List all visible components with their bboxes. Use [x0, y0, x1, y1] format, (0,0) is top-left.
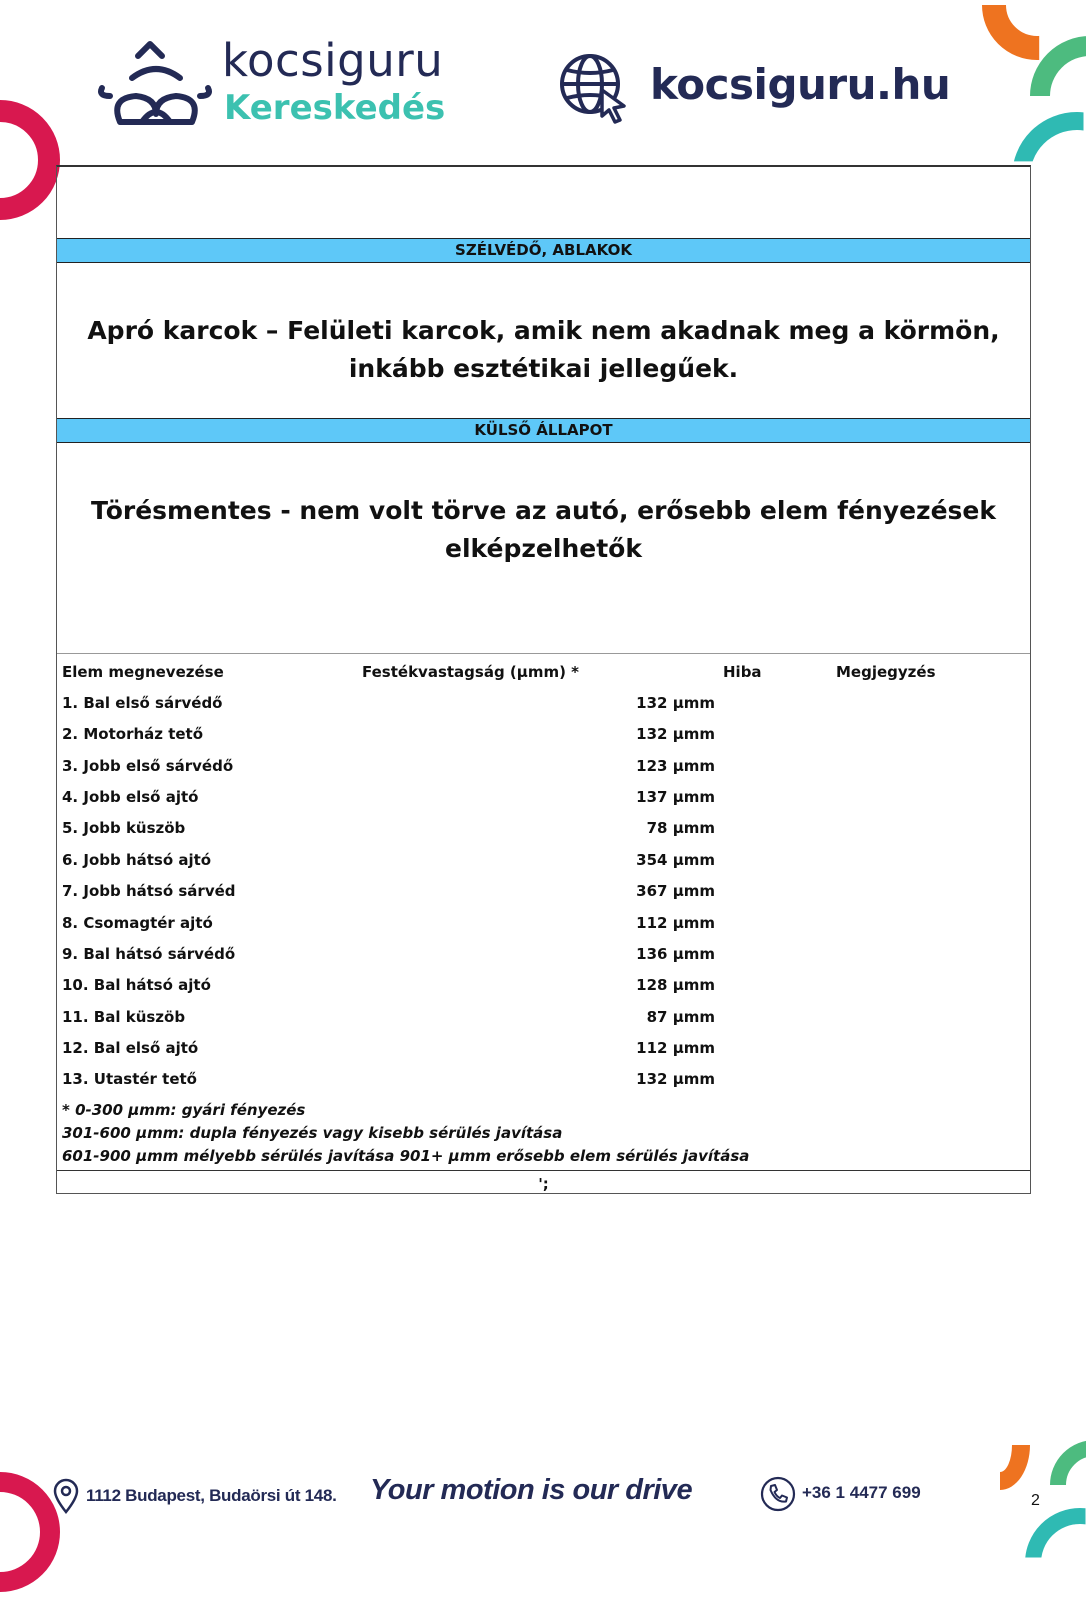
table-row	[57, 815, 1030, 846]
element-name: 3. Jobb első sárvédő	[62, 757, 234, 775]
table-row	[57, 721, 1030, 752]
legend-line: 601-900 μmm mélyebb sérülés javítása 901+ μmm erősebb elem sérülés javítása	[62, 1147, 750, 1165]
slogan: Your motion is our drive	[370, 1474, 693, 1506]
phone-text: +36 1 4477 699	[802, 1483, 921, 1502]
paint-thickness-value: 112 μmm	[636, 914, 715, 932]
table-row	[57, 753, 1030, 784]
globe-cursor-icon	[558, 52, 630, 124]
column-header-note: Megjegyzés	[836, 663, 936, 681]
trailing-text: ';	[538, 1175, 549, 1193]
element-name: 5. Jobb küszöb	[62, 819, 186, 837]
section-header-windshield: SZÉLVÉDŐ, ABLAKOK	[57, 238, 1030, 263]
decor-arc-red-bottom-left	[0, 1472, 60, 1592]
element-name: 10. Bal hátsó ajtó	[62, 976, 211, 994]
phone-icon	[760, 1476, 796, 1512]
kocsiguru-logo-icon	[96, 38, 216, 130]
location-pin-icon	[52, 1478, 80, 1514]
address-text: 1112 Budapest, Budaörsi út 148.	[86, 1486, 337, 1505]
element-name: 6. Jobb hátsó ajtó	[62, 851, 212, 869]
brand-subtitle: Kereskedés	[224, 88, 446, 128]
windshield-condition-text: Apró karcok – Felületi karcok, amik nem akadnak meg a körmön, inkább esztétikai jellegűek.	[87, 316, 1000, 383]
element-name: 11. Bal küszöb	[62, 1008, 186, 1026]
table-row	[57, 910, 1030, 941]
element-name: 1. Bal első sárvédő	[62, 694, 223, 712]
brand-logo	[96, 34, 476, 134]
table-row	[57, 1035, 1030, 1066]
paint-thickness-value: 123 μmm	[636, 757, 715, 775]
table-row	[57, 972, 1030, 1003]
element-name: 13. Utastér tető	[62, 1070, 197, 1088]
inspection-report	[56, 165, 1031, 1194]
paint-thickness-value: 112 μmm	[636, 1039, 715, 1057]
footer-address	[52, 1478, 352, 1514]
table-row	[57, 941, 1030, 972]
table-row	[57, 1004, 1030, 1035]
table-row	[57, 847, 1030, 878]
column-header-thickness: Festékvastagság (μmm) *	[362, 663, 580, 681]
element-name: 12. Bal első ajtó	[62, 1039, 199, 1057]
element-name: 2. Motorház tető	[62, 725, 204, 743]
element-name: 9. Bal hátsó sárvédő	[62, 945, 236, 963]
website-logo	[558, 52, 958, 124]
paint-thickness-value: 136 μmm	[636, 945, 715, 963]
page-number: 2	[1031, 1492, 1040, 1509]
table-row	[57, 878, 1030, 909]
paint-thickness-value: 367 μmm	[636, 882, 715, 900]
paint-thickness-value: 87 μmm	[646, 1008, 715, 1026]
table-row	[57, 784, 1030, 815]
paint-thickness-table	[57, 653, 1030, 1171]
paint-thickness-value: 354 μmm	[636, 851, 715, 869]
paint-thickness-value: 132 μmm	[636, 725, 715, 743]
section-header-exterior: KÜLSŐ ÁLLAPOT	[57, 418, 1030, 443]
paint-thickness-value: 128 μmm	[636, 976, 715, 994]
decor-arc-red-top-left	[0, 100, 60, 220]
brand-name: kocsiguru	[222, 34, 444, 87]
element-name: 4. Jobb első ajtó	[62, 788, 199, 806]
decor-arc-teal-bottom-right	[1025, 1508, 1086, 1618]
element-name: 7. Jobb hátsó sárvéd	[62, 882, 236, 900]
legend-line: * 0-300 μmm: gyári fényezés	[62, 1101, 306, 1119]
paint-thickness-value: 132 μmm	[636, 694, 715, 712]
paint-thickness-value: 132 μmm	[636, 1070, 715, 1088]
footer-phone	[760, 1474, 960, 1514]
paint-thickness-value: 78 μmm	[646, 819, 715, 837]
decor-arc-orange-bottom-right	[970, 1400, 1030, 1490]
column-header-defect: Hiba	[723, 663, 762, 681]
legend-line: 301-600 μmm: dupla fényezés vagy kisebb sérülés javítása	[62, 1124, 563, 1142]
website-name: kocsiguru.hu	[650, 60, 951, 109]
table-row	[57, 690, 1030, 721]
paint-thickness-value: 137 μmm	[636, 788, 715, 806]
column-header-name: Elem megnevezése	[62, 663, 224, 681]
table-row	[57, 1066, 1030, 1097]
element-name: 8. Csomagtér ajtó	[62, 914, 213, 932]
exterior-condition-text: Törésmentes - nem volt törve az autó, erősebb elem fényezések elképzelhetők	[90, 496, 997, 563]
